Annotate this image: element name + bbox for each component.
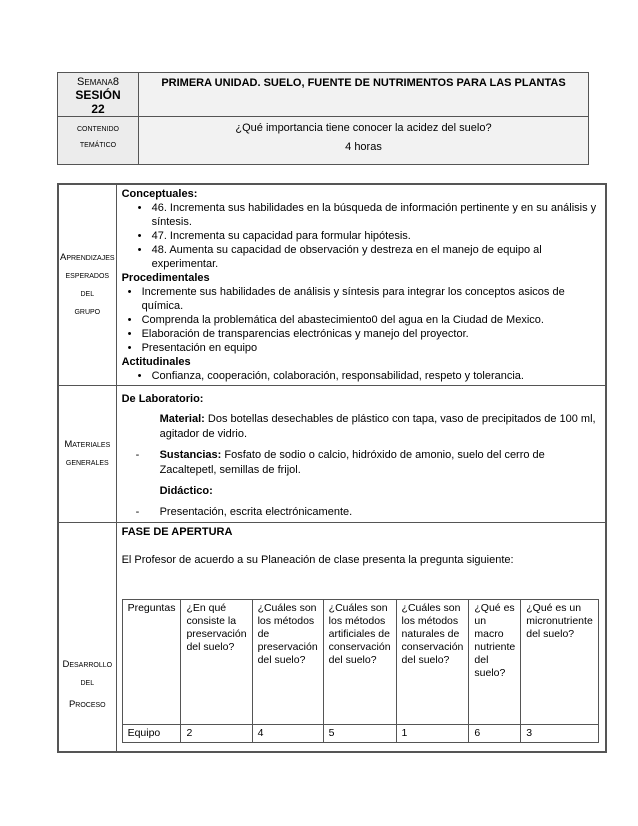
aprendizajes-label-2: esperados del	[65, 270, 110, 299]
material-label: Material:	[159, 413, 205, 425]
tematico-label: temático	[79, 139, 117, 150]
materiales-label-2: generales	[65, 457, 109, 468]
contenido-label-cell	[58, 117, 139, 165]
procedimentales-list	[122, 285, 599, 355]
team-cell: 5	[323, 725, 396, 743]
sustancias-line	[122, 448, 599, 478]
list-item: • 48. Aumenta su capacidad de observación y destreza en el manejo de equipo al experimentar.	[128, 243, 599, 271]
material-line	[122, 412, 599, 442]
question-cell: ¿Cuáles son los métodos de preservación del suelo?	[252, 600, 323, 725]
aprendizajes-row	[58, 184, 606, 386]
team-cell: 4	[252, 725, 323, 743]
fase-intro: El Profesor de acuerdo a su Planeación de clase presenta la pregunta siguiente:	[121, 554, 514, 566]
question-cell: ¿En qué consiste la preservación del suelo?	[181, 600, 252, 725]
sustancias-text: Fosfato de sodio o calcio, hidróxido de amonio, suelo del cerro de Zacaltepetl, semillas de frijol.	[159, 449, 545, 476]
contenido-label: contenido	[77, 123, 119, 134]
sesion-number: 22	[91, 102, 105, 116]
team-cell: 1	[396, 725, 469, 743]
questions-header: Preguntas	[122, 600, 181, 725]
unit-title: PRIMERA UNIDAD. SUELO, FUENTE DE NUTRIMENTOS PARA LAS PLANTAS	[161, 77, 566, 89]
desarrollo-content	[116, 523, 606, 753]
questions-table	[122, 599, 599, 743]
list-item: • Comprenda la problemática del abastecimiento0 del agua en la Ciudad de Mexico.	[122, 313, 599, 327]
list-item: • Elaboración de transparencias electrónicas y manejo del proyector.	[122, 327, 599, 341]
actitudinales-title: Actitudinales	[121, 356, 191, 368]
question-cell: ¿Qué es un macro nutriente del suelo?	[469, 600, 521, 725]
team-cell: 2	[181, 725, 252, 743]
aprendizajes-label-1: Aprendizajes	[60, 252, 115, 263]
session-label-cell	[58, 73, 139, 117]
lab-title: De Laboratorio:	[121, 393, 204, 405]
conceptuales-list	[122, 201, 599, 271]
fase-title: FASE DE APERTURA	[121, 526, 233, 538]
session-header-table	[57, 72, 589, 165]
team-cell: 6	[469, 725, 521, 743]
desarrollo-label-1: Desarrollo del	[62, 659, 113, 688]
session-plan-table	[57, 183, 607, 753]
question-cell: ¿Cuáles son los métodos artificiales de conservación del suelo?	[323, 600, 396, 725]
list-item: • 47. Incrementa su capacidad para formular hipótesis.	[128, 229, 599, 243]
aprendizajes-label-cell	[58, 184, 116, 386]
aprendizajes-label-3: grupo	[74, 306, 101, 317]
hours: 4 horas	[345, 141, 382, 153]
didactico-label: Didáctico:	[159, 485, 213, 497]
actitudinales-list	[122, 369, 599, 383]
team-header: Equipo	[122, 725, 181, 743]
table-row	[122, 600, 598, 725]
sustancias-label: Sustancias:	[159, 449, 222, 461]
materiales-label-1: Materiales	[64, 439, 111, 450]
table-row	[122, 725, 598, 743]
question-cell: ¿Cuáles son los métodos naturales de conservación del suelo?	[396, 600, 469, 725]
desarrollo-label-2: Proceso	[68, 699, 106, 710]
list-item: • 46. Incrementa sus habilidades en la búsqueda de información pertinente y en su análisis y síntesis.	[128, 201, 599, 229]
semana-label: Semana8	[77, 76, 119, 88]
materiales-content	[116, 386, 606, 523]
list-item: • Incremente sus habilidades de análisis y síntesis para integrar los conceptos asicos de química.	[122, 285, 599, 313]
materiales-label-cell	[58, 386, 116, 523]
material-text: Dos botellas desechables de plástico con tapa, vaso de precipitados de 100 ml, agitador de vidrio.	[159, 413, 596, 440]
desarrollo-label-cell	[58, 523, 116, 753]
contenido-cell	[139, 117, 589, 165]
desarrollo-row	[58, 523, 606, 753]
question-cell: ¿Qué es un micronutriente del suelo?	[521, 600, 599, 725]
team-cell: 3	[521, 725, 599, 743]
list-item: • Confianza, cooperación, colaboración, responsabilidad, respeto y tolerancia.	[128, 369, 599, 383]
aprendizajes-content	[116, 184, 606, 386]
sesion-label: SESIÓN	[75, 88, 121, 102]
list-item: • Presentación en equipo	[122, 341, 599, 355]
driving-question: ¿Qué importancia tiene conocer la acidez del suelo?	[235, 122, 492, 134]
didactico-text: - Presentación, escrita electrónicamente.	[122, 505, 599, 520]
procedimentales-title: Procedimentales	[121, 272, 210, 284]
materiales-row	[58, 386, 606, 523]
conceptuales-title: Conceptuales:	[121, 188, 198, 200]
unit-title-cell	[139, 73, 589, 117]
